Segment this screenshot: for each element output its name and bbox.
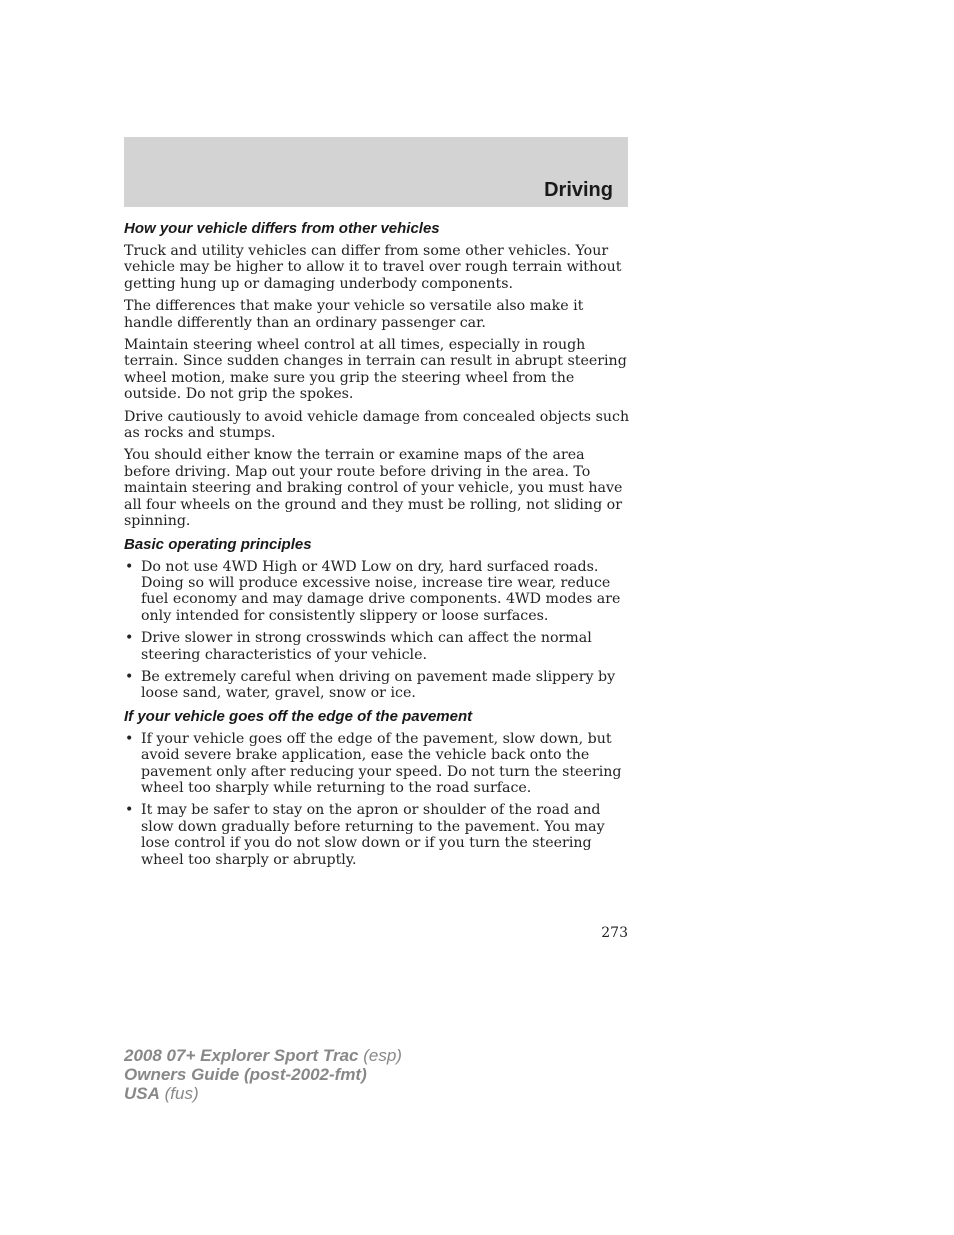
- page-content: [124, 220, 630, 874]
- list-item-text: If your vehicle goes off the edge of the pavement, slow down, but avoid severe brake application, ease the vehicle back onto the pavement only after reducing your speed. Do not turn the steering wheel too sharply while returning to the road surface.: [141, 730, 622, 796]
- footer-guide: Owners Guide (post-2002-fmt): [124, 1065, 367, 1084]
- list-item: [124, 669, 630, 702]
- footer-line-3: [124, 1084, 402, 1103]
- paragraph: Truck and utility vehicles can differ from some other vehicles. Your vehicle may be higher to allow it to travel over rough terrain without getting hung up or damaging underbody components.: [124, 243, 622, 292]
- bullet-icon: •: [125, 630, 134, 647]
- list-item: [124, 630, 630, 663]
- footer-model: 2008 07+ Explorer Sport Trac: [124, 1046, 359, 1065]
- section-heading-off-pavement: If your vehicle goes off the edge of the pavement: [124, 707, 473, 725]
- section-heading-vehicle-differences: How your vehicle differs from other vehicles: [124, 220, 440, 237]
- footer-market-code: (fus): [159, 1084, 199, 1103]
- page-number: 273: [601, 925, 628, 941]
- bullet-icon: •: [125, 668, 134, 685]
- paragraph: Drive cautiously to avoid vehicle damage from concealed objects such as rocks and stumps.: [124, 408, 630, 442]
- bullet-icon: •: [125, 558, 134, 575]
- list-item-text: Drive slower in strong crosswinds which can affect the normal steering characteristics of your vehicle.: [141, 630, 592, 663]
- list-item: [124, 731, 630, 797]
- paragraph: You should either know the terrain or examine maps of the area before driving. Map out your route before driving in the area. To maintain steering and braking control of your vehicle, you must have all four wheels on the ground and they must be rolling, not sliding or spinning.: [124, 447, 623, 530]
- section-header-band: [124, 137, 628, 207]
- document-footer: [124, 1046, 402, 1103]
- list-item-text: Do not use 4WD High or 4WD Low on dry, hard surfaced roads. Doing so will produce excessive noise, increase tire wear, reduce fuel economy and may damage drive components. 4WD modes are only intended for consistently slippery or loose surfaces.: [141, 558, 621, 624]
- section-title: Driving: [544, 179, 613, 201]
- footer-line-1: [124, 1046, 402, 1065]
- section-heading-basic-principles: Basic operating principles: [124, 535, 312, 553]
- list-item: [124, 559, 630, 625]
- bullet-icon: •: [125, 802, 134, 819]
- paragraph: The differences that make your vehicle so versatile also make it handle differently than an ordinary passenger car.: [124, 298, 584, 331]
- bullet-list-off-pavement: [124, 731, 630, 868]
- bullet-icon: •: [125, 730, 134, 747]
- footer-market: USA: [124, 1084, 160, 1103]
- bullet-list-basic-principles: [124, 559, 630, 702]
- list-item-text: Be extremely careful when driving on pavement made slippery by loose sand, water, gravel, snow or ice.: [141, 668, 616, 702]
- footer-model-code: (esp): [358, 1046, 402, 1065]
- list-item-text: It may be safer to stay on the apron or shoulder of the road and slow down gradually before returning to the pavement. You may lose control if you do not slow down or if you turn the steering wheel too sharply or abruptly.: [141, 802, 605, 868]
- paragraph: Maintain steering wheel control at all times, especially in rough terrain. Since sudden changes in terrain can result in abrupt steering wheel motion, make sure you grip the steering wheel from the outside. Do not grip the spokes.: [124, 337, 627, 403]
- list-item: [124, 802, 630, 868]
- footer-line-2: [124, 1065, 402, 1084]
